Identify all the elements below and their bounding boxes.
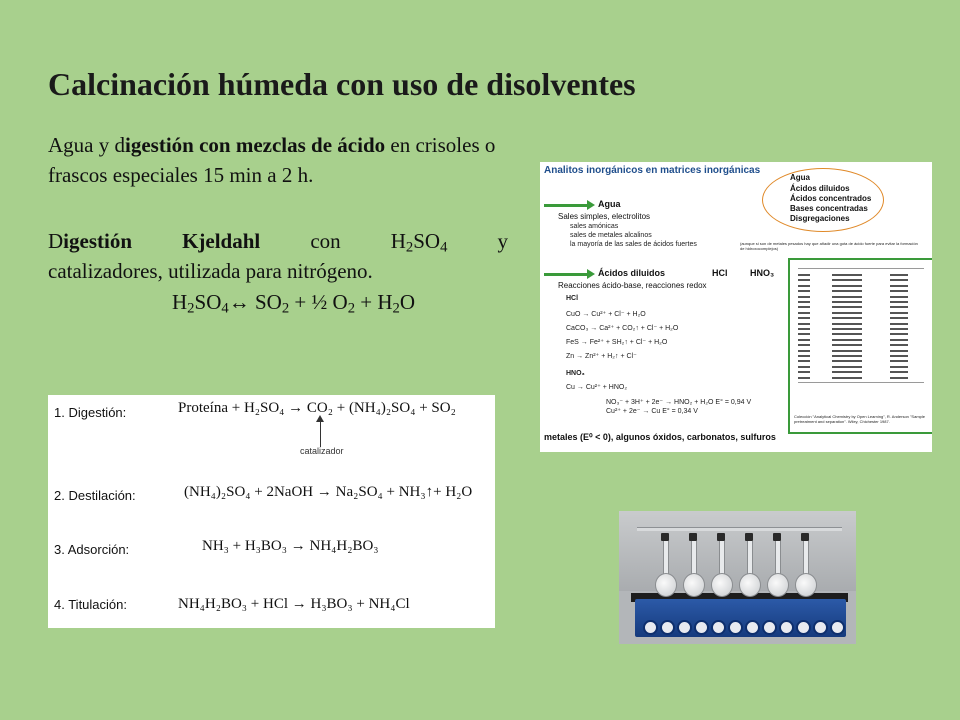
flask-bulb: [739, 573, 761, 597]
table-rule-top: [798, 268, 924, 269]
catalyst-label: catalizador: [300, 446, 344, 456]
inorganic-header: Analitos inorgánicos en matrices inorgánicas: [544, 165, 761, 176]
step-label-1: 1. Digestión:: [54, 405, 127, 420]
heater-knob: [813, 620, 828, 635]
table-row: [798, 371, 924, 374]
heater-knob: [711, 620, 726, 635]
para2-word-kjeldahl: Kjeldahl: [182, 229, 261, 253]
eq-o: O: [399, 290, 416, 314]
kjeldahl-apparatus-photo: [619, 511, 856, 644]
water-item-1: sales amónicas: [570, 223, 619, 230]
table-row: [798, 312, 924, 315]
flask-bulb: [767, 573, 789, 597]
flask-neck: [719, 541, 725, 577]
slide-title: Calcinación húmeda con uso de disolventes: [48, 66, 636, 102]
table-row: [798, 333, 924, 336]
flask-bulb: [683, 573, 705, 597]
hcl-label: HCl: [566, 295, 579, 302]
eq-plus-h: + H: [355, 290, 393, 314]
table-row: [798, 296, 924, 299]
para1-text-c: en crisoles o frascos especiales 15 min a 2 h.: [48, 133, 496, 187]
electrode-potential-table: [788, 258, 932, 434]
eq-sub-2b: 2: [281, 300, 290, 317]
paragraph-wet-digestion: [48, 130, 508, 190]
table-rule-bottom: [798, 382, 924, 383]
flask-bulb: [711, 573, 733, 597]
flask-clamp: [745, 533, 753, 541]
heater-knob: [660, 620, 675, 635]
flask-clamp: [661, 533, 669, 541]
table-row: [798, 301, 924, 304]
water-item-2: sales de metales alcalinos: [570, 232, 652, 239]
hcl-reaction-2: CaCO₃ → Ca²⁺ + CO₂↑ + Cl⁻ + H₂O: [566, 325, 679, 332]
heater-knob: [677, 620, 692, 635]
para2-d: D: [48, 229, 64, 253]
table-row: [798, 360, 924, 363]
flask-bulb: [795, 573, 817, 597]
para2-line1: [48, 226, 508, 256]
eq-double-arrow-icon: ↔: [228, 290, 250, 314]
heater-knob: [762, 620, 777, 635]
reaction-equation: [172, 290, 415, 315]
flask-neck: [663, 541, 669, 577]
table-row: [798, 366, 924, 369]
eq-so2: SO: [249, 290, 282, 314]
table-row: [798, 355, 924, 358]
table-caption: Colección "Analytical Chemistry by Open Learning", R. Anderson "Sample pretreatment and separation". Wiley, Chichester 1987.: [794, 414, 925, 424]
inorganic-footer: metales (E⁰ < 0), algunos óxidos, carbonatos, sulfuros: [544, 432, 776, 442]
step-equation-3: NH₃ + H₃BO₃ → NH₄H₂BO₃: [202, 538, 379, 554]
eq-half-o2: + ½ O: [289, 290, 348, 314]
heater-knob: [830, 620, 845, 635]
para1-text-a: Agua y d: [48, 133, 125, 157]
table-row: [798, 274, 924, 277]
table-row: [798, 279, 924, 282]
hno3-label: HNO₃: [566, 370, 585, 377]
table-row: [798, 344, 924, 347]
eq-so: SO: [194, 290, 222, 314]
para2-word-con: con: [310, 229, 341, 253]
para2-word-y: y: [497, 229, 508, 253]
water-note: (aunque si son de metales pesados hay que añadir una gota de ácido fuerte para evitar la formación de hidroxocomplejos): [740, 241, 918, 251]
acids-subtitle: Reacciones ácido-base, reacciones redox: [558, 281, 707, 290]
acids-arrow-icon: [544, 273, 588, 276]
heater-knob: [779, 620, 794, 635]
acid-hcl: HCl: [712, 268, 728, 278]
fume-manifold: [637, 527, 842, 531]
catalyst-arrow-icon: [320, 417, 321, 447]
para2-word-digestion: [48, 226, 132, 256]
kjeldahl-steps-image: [48, 395, 495, 628]
heater-knob: [796, 620, 811, 635]
para2-sub-4: 4: [440, 239, 448, 256]
step-equation-4: NH₄H₂BO₃ + HCl → H₃BO₃ + NH₄Cl: [178, 596, 410, 612]
heater-knob: [745, 620, 760, 635]
table-row: [798, 285, 924, 288]
inorganic-analytes-image: [540, 162, 932, 452]
oval-item-1: Agua: [790, 173, 810, 182]
flask-neck: [747, 541, 753, 577]
hno3-reaction-1: Cu → Cu²⁺ + HNO₂: [566, 384, 628, 391]
hno3-reaction-2: NO₃⁻ + 3H⁺ + 2e⁻ → HNO₂ + H₂O E° = 0,94 V: [606, 399, 752, 406]
flask-clamp: [717, 533, 725, 541]
flask-neck: [691, 541, 697, 577]
para2-digestion-bold: igestión: [63, 229, 133, 253]
table-row: [798, 377, 924, 380]
heater-knob: [643, 620, 658, 635]
step-label-3: 3. Adsorción:: [54, 542, 130, 557]
table-row: [798, 339, 924, 342]
step-equation-1: Proteína + H₂SO₄ → CO₂ + (NH₄)₂SO₄ + SO₂: [178, 400, 456, 416]
eq-sub-2c: 2: [347, 300, 356, 317]
para2-line2: catalizadores, utilizada para nitrógeno.: [48, 259, 373, 283]
photo-background: [619, 511, 856, 591]
flask-clamp: [689, 533, 697, 541]
table-row: [798, 317, 924, 320]
water-title: Agua: [598, 199, 621, 209]
oval-item-4: Bases concentradas: [790, 204, 868, 213]
hno3-reaction-3: Cu²⁺ + 2e⁻ → Cu E° = 0,34 V: [606, 408, 698, 415]
flask-clamp: [801, 533, 809, 541]
table-row: [798, 350, 924, 353]
step-label-4: 4. Titulación:: [54, 597, 127, 612]
hcl-reaction-4: Zn → Zn²⁺ + H₂↑ + Cl⁻: [566, 353, 637, 360]
heater-knob: [694, 620, 709, 635]
table-row: [798, 323, 924, 326]
eq-sub-2d: 2: [392, 300, 400, 317]
water-arrow-icon: [544, 204, 588, 207]
para2-word-h2so4: [391, 226, 448, 256]
para2-h: H: [390, 229, 406, 253]
table-row: [798, 290, 924, 293]
water-item-3: la mayoría de las sales de ácidos fuertes: [570, 241, 697, 248]
eq-h: H: [172, 290, 188, 314]
para2-so: SO: [413, 229, 441, 253]
flask-clamp: [773, 533, 781, 541]
para1-bold: igestión con mezclas de ácido: [125, 133, 386, 157]
table-row: [798, 306, 924, 309]
para2-sub-2: 2: [405, 239, 414, 256]
oval-item-3: Ácidos concentrados: [790, 194, 872, 203]
acids-title: Ácidos diluidos: [598, 268, 666, 278]
heater-knob: [728, 620, 743, 635]
flask-neck: [775, 541, 781, 577]
oval-item-2: Ácidos diluidos: [790, 184, 850, 193]
step-label-2: 2. Destilación:: [54, 488, 136, 503]
water-subtitle: Sales simples, electrolitos: [558, 212, 651, 221]
hcl-reaction-3: FeS → Fe²⁺ + SH₂↑ + Cl⁻ + H₂O: [566, 339, 668, 346]
flask-bulb: [655, 573, 677, 597]
paragraph-kjeldahl: [48, 226, 508, 286]
oval-item-5: Disgregaciones: [790, 214, 850, 223]
step-equation-2: (NH₄)₂SO₄ + 2NaOH → Na₂SO₄ + NH₃↑+ H₂O: [184, 484, 473, 500]
eq-sub-2a: 2: [187, 300, 195, 317]
acid-hno3: HNO₃: [750, 268, 775, 278]
table-row: [798, 328, 924, 331]
flask-neck: [803, 541, 809, 577]
eq-sub-4: 4: [221, 300, 229, 317]
hcl-reaction-1: CuO → Cu²⁺ + Cl⁻ + H₂O: [566, 311, 646, 318]
